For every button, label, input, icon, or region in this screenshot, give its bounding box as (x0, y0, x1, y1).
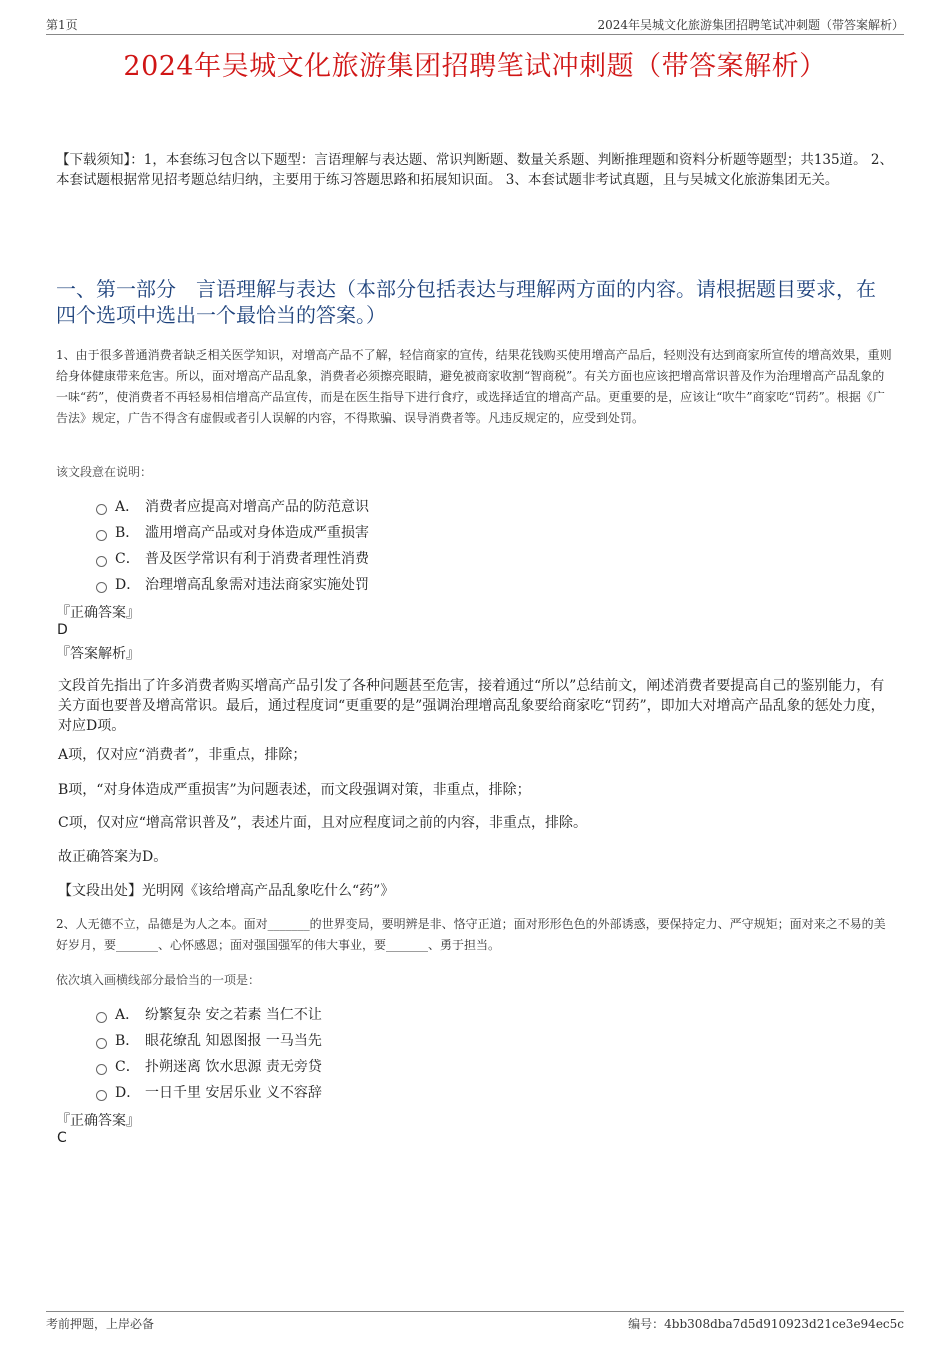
radio-icon[interactable] (96, 1064, 107, 1075)
page-header (46, 14, 904, 35)
question-2-prompt: 依次填入画横线部分最恰当的一项是： (56, 973, 261, 987)
option-text: 扑朔迷离 饮水思源 责无旁贷 (145, 1059, 322, 1075)
option-text: 一日千里 安居乐业 义不容辞 (145, 1085, 322, 1101)
option-text: 消费者应提高对增高产品的防范意识 (145, 499, 369, 515)
option-letter: C． (115, 551, 140, 567)
footer-doc-id: 编号：4bb308dba7d5d910923d21ce3e94ec5c (628, 1317, 904, 1331)
option-b[interactable] (96, 1027, 322, 1053)
option-letter: D． (115, 1085, 141, 1101)
option-text: 眼花缭乱 知恩图报 一马当先 (145, 1033, 322, 1049)
question-1-prompt: 该文段意在说明： (56, 465, 153, 479)
option-letter: D． (115, 577, 141, 593)
analysis-line-a: A项，仅对应“消费者”，非重点，排除； (58, 747, 307, 763)
option-letter: B． (115, 1033, 140, 1049)
radio-icon[interactable] (96, 582, 107, 593)
analysis-conclusion: 故正确答案为D。 (58, 849, 168, 865)
option-b[interactable] (96, 519, 369, 545)
question-1-options (96, 493, 369, 597)
correct-answer-label: 『正确答案』 (56, 605, 140, 621)
option-d[interactable] (96, 1079, 322, 1105)
option-text: 纷繁复杂 安之若素 当仁不让 (145, 1007, 322, 1023)
option-d[interactable] (96, 571, 369, 597)
option-a[interactable] (96, 493, 369, 519)
option-letter: B． (115, 525, 140, 541)
radio-icon[interactable] (96, 1038, 107, 1049)
analysis-label: 『答案解析』 (56, 646, 140, 662)
option-a[interactable] (96, 1001, 322, 1027)
question-2-text: 2、人无德不立，品德是为人之本。面对_______的世界变局，要明辨是非、恪守正道；面对形形色色的外部诱惑，要保持定力、严守规矩；面对来之不易的美好岁月，要_______、心怀感恩；面对强国强军的伟大事业，要_______、勇于担当。 (56, 917, 886, 952)
correct-answer-value: D (57, 622, 68, 638)
document-title: 2024年吴城文化旅游集团招聘笔试冲刺题（带答案解析） (123, 51, 827, 82)
footer-slogan: 考前押题，上岸必备 (46, 1317, 155, 1331)
section-heading: 一、第一部分 言语理解与表达（本部分包括表达与理解两方面的内容。请根据题目要求，在四个选项中选出一个最恰当的答案。） (56, 277, 876, 327)
analysis-line-c: C项，仅对应“增高常识普及”，表述片面，且对应程度词之前的内容，非重点，排除。 (58, 815, 588, 831)
radio-icon[interactable] (96, 504, 107, 515)
option-letter: C． (115, 1059, 140, 1075)
page-footer (46, 1311, 904, 1332)
option-letter: A． (115, 1007, 140, 1023)
download-notice: 【下载须知】：1，本套练习包含以下题型：言语理解与表达题、常识判断题、数量关系题、判断推理题和资料分析题等题型；共135道。 2、本套试题根据常见招考题总结归纳，主要用于练习答题思路和拓展知识面。 3、本套试题非考试真题，且与吴城文化旅游集团无关。 (56, 152, 893, 188)
option-letter: A． (115, 499, 140, 515)
option-text: 滥用增高产品或对身体造成严重损害 (145, 525, 369, 541)
correct-answer-value: C (57, 1130, 67, 1146)
radio-icon[interactable] (96, 530, 107, 541)
option-text: 普及医学常识有利于消费者理性消费 (145, 551, 369, 567)
radio-icon[interactable] (96, 556, 107, 567)
radio-icon[interactable] (96, 1090, 107, 1101)
option-text: 治理增高乱象需对违法商家实施处罚 (145, 577, 369, 593)
radio-icon[interactable] (96, 1012, 107, 1023)
question-1-text: 1、由于很多普通消费者缺乏相关医学知识，对增高产品不了解，轻信商家的宣传，结果花钱购买使用增高产品后，轻则没有达到商家所宣传的增高效果，重则给身体健康带来危害。所以，面对增高产品乱象，消费者必须擦亮眼睛，避免被商家收割“智商税”。有关方面也应该把增高常识普及作为治理增高产品乱象的一味“药”，使消费者不再轻易相信增高产品宣传，而是在医生指导下进行食疗，或选择适宜的增高产品。更重要的是，应该让“吹牛”商家吃“罚药”。根据《广告法》规定，广告不得含有虚假或者引人误解的内容，不得欺骗、误导消费者等。凡违反规定的，应受到处罚。 (56, 348, 892, 425)
correct-answer-label: 『正确答案』 (56, 1113, 140, 1129)
page-number: 第1页 (46, 18, 78, 32)
option-c[interactable] (96, 1053, 322, 1079)
header-doc-title: 2024年吴城文化旅游集团招聘笔试冲刺题（带答案解析） (597, 18, 904, 32)
analysis-paragraph: 文段首先指出了许多消费者购买增高产品引发了各种问题甚至危害，接着通过“所以”总结前文，阐述消费者要提高自己的鉴别能力，有关方面也要普及增高常识。最后，通过程度词“更重要的是”强调治理增高乱象要给商家吃“罚药”，即加大对增高产品乱象的惩处力度，对应D项。 (58, 678, 885, 734)
option-c[interactable] (96, 545, 369, 571)
analysis-line-b: B项，“对身体造成严重损害”为问题表述，而文段强调对策，非重点，排除； (58, 782, 531, 798)
analysis-source: 【文段出处】光明网《该给增高产品乱象吃什么“药”》 (58, 883, 395, 899)
question-2-options (96, 1001, 322, 1105)
